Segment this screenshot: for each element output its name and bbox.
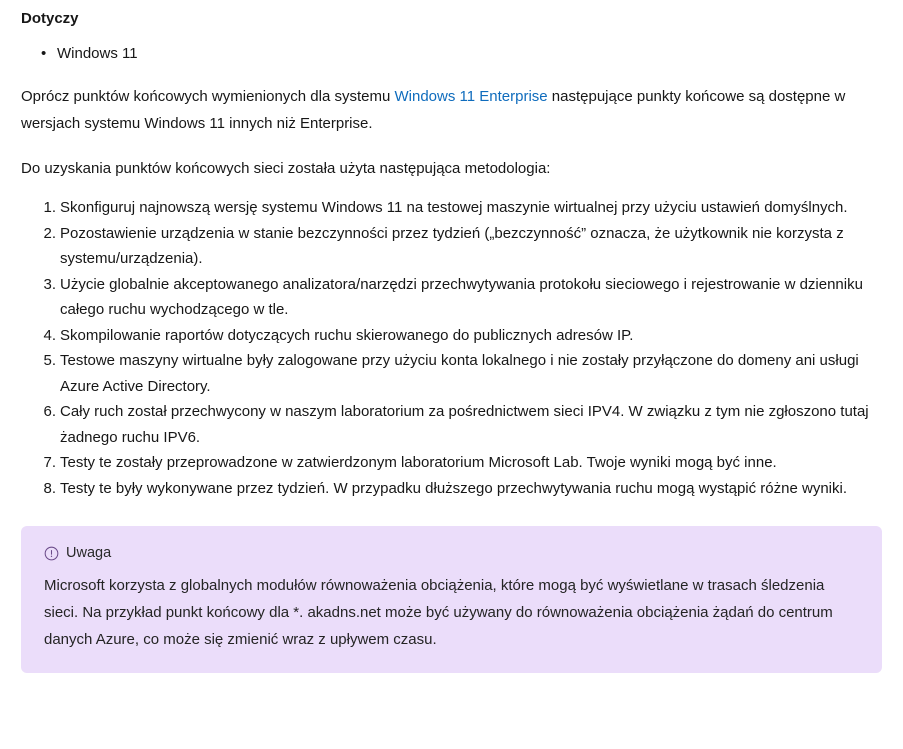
note-callout xyxy=(21,526,882,673)
list-item: Testy te zostały przeprowadzone w zatwierdzonym laboratorium Microsoft Lab. Twoje wyniki mogą być inne. xyxy=(60,454,777,471)
list-item: Użycie globalnie akceptowanego analizatora/narzędzi przechwytywania protokołu sieciowego i rejestrowanie w dzienniku całego ruchu wychodzącego w tle. xyxy=(60,275,863,318)
note-header xyxy=(44,543,858,563)
list-item: • Windows 11 xyxy=(57,42,903,66)
note-body-text: Microsoft korzysta z globalnych modułów równoważenia obciążenia, które mogą być wyświetlane w trasach śledzenia sieci. Na przykład punkt końcowy dla *. akadns.net może być używany do równoważenia obciążenia żądań do centrum danych Azure, co może się zmienić wraz z upływem czasu. xyxy=(44,577,833,648)
intro-text-before-link: Oprócz punktów końcowych wymienionych dla systemu xyxy=(21,88,395,105)
methodology-list xyxy=(0,195,903,501)
applies-to-list xyxy=(0,42,903,66)
exclamation-circle-icon xyxy=(44,546,59,561)
list-item: Skompilowanie raportów dotyczących ruchu skierowanego do publicznych adresów IP. xyxy=(60,326,634,344)
note-title: Uwaga xyxy=(66,545,112,561)
list-item: Testowe maszyny wirtualne były zalogowane przy użyciu konta lokalnego i nie zostały przyłączone do domeny ani usługi Azure Active Directory. xyxy=(60,352,859,395)
list-item: Cały ruch został przechwycony w naszym laboratorium za pośrednictwem sieci IPV4. W związku z tym nie zgłoszono tutaj żadnego ruchu IPV6. xyxy=(60,403,869,446)
list-item: Testy te były wykonywane przez tydzień. W przypadku dłuższego przechwytywania ruchu mogą wystąpić różne wyniki. xyxy=(60,479,848,497)
intro-paragraph xyxy=(0,83,903,137)
windows-11-enterprise-link[interactable]: Windows 11 Enterprise xyxy=(394,88,548,105)
page-title: Dotyczy xyxy=(21,10,79,27)
intro-text-after-link: następujące punkty końcowe są dostępne w wersjach systemu Windows 11 innych niż Enterprise. xyxy=(21,88,846,132)
list-item: Skonfiguruj najnowszą wersję systemu Windows 11 na testowej maszynie wirtualnej przy użyciu ustawień domyślnych. xyxy=(60,199,848,216)
methodology-intro-paragraph: Do uzyskania punktów końcowych sieci została użyta następująca metodologia: xyxy=(21,160,551,177)
list-item: Pozostawienie urządzenia w stanie bezczynności przez tydzień („bezczynność” oznacza, że użytkownik nie korzysta z systemu/urządzenia). xyxy=(60,224,844,267)
